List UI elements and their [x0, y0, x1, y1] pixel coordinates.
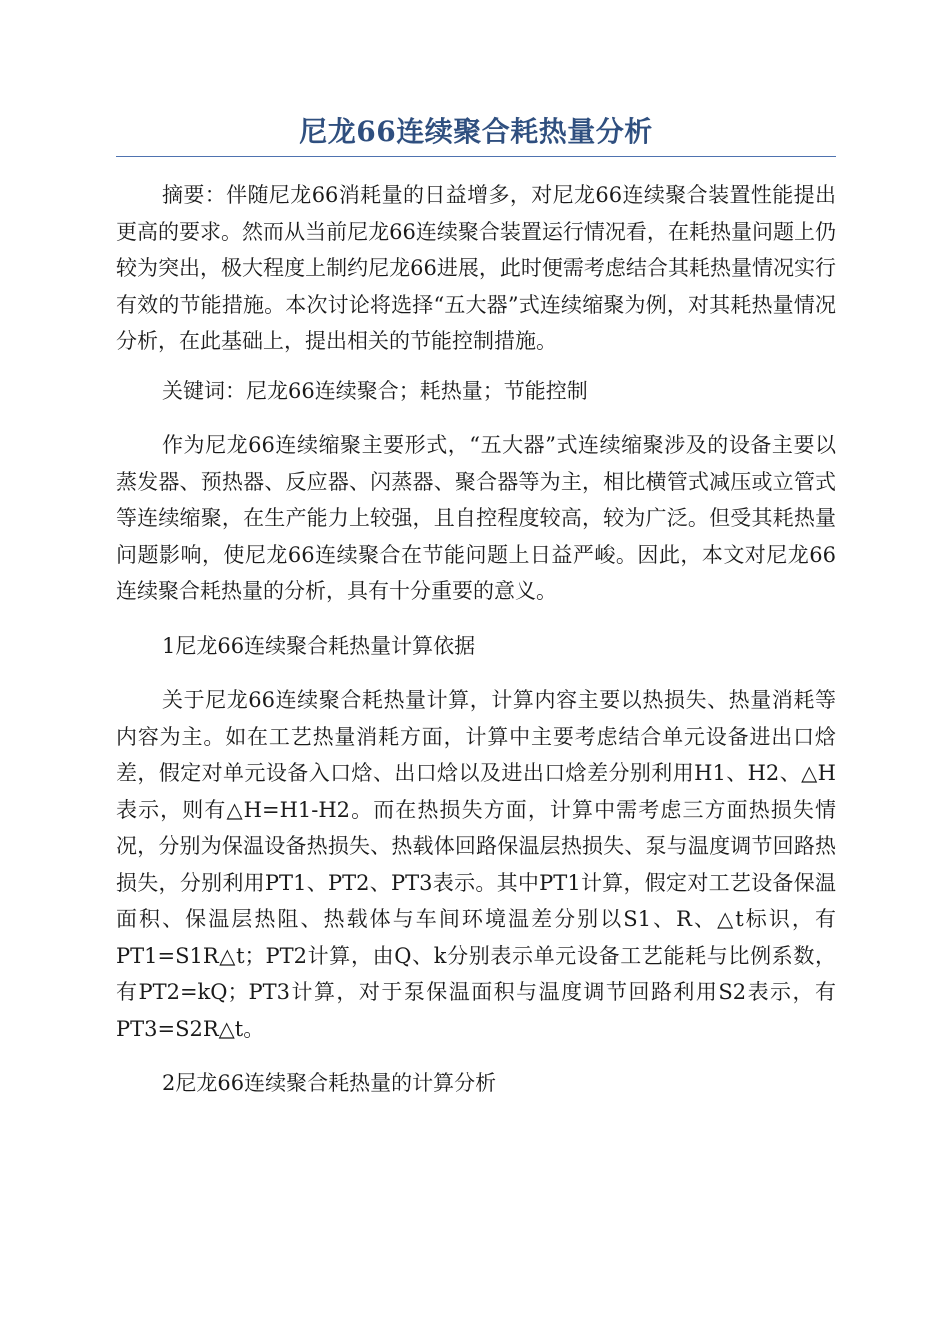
section-2-heading: 2尼龙66连续聚合耗热量的计算分析	[162, 1071, 497, 1095]
document-title: 尼龙66连续聚合耗热量分析	[299, 115, 653, 148]
section-1-body: 关于尼龙66连续聚合耗热量计算，计算内容主要以热损失、热量消耗等内容为主。如在工艺热量消耗方面，计算中主要考虑结合单元设备进出口焓差，假定对单元设备入口焓、出口焓以及进出口焓差分别利用H1、H2、△H表示，则有△H=H1-H2。而在热损失方面，计算中需考虑三方面热损失情况，分别为保温设备热损失、热载体回路保温层热损失、泵与温度调节回路热损失，分别利用PT1、PT2、PT3表示。其中PT1计算，假定对工艺设备保温面积、保温层热阻、热载体与车间环境温差分别以S1、R、△t标识，有PT1=S1R△t；PT2计算，由Q、k分别表示单元设备工艺能耗与比例系数，有PT2=kQ；PT3计算，对于泵保温面积与温度调节回路利用S2表示，有PT3=S2R△t。	[116, 688, 836, 1041]
intro-paragraph: 作为尼龙66连续缩聚主要形式，“五大器”式连续缩聚涉及的设备主要以蒸发器、预热器、反应器、闪蒸器、聚合器等为主，相比横管式减压或立管式等连续缩聚，在生产能力上较强，且自控程度较高，较为广泛。但受其耗热量问题影响，使尼龙66连续聚合在节能问题上日益严峻。因此，本文对尼龙66连续聚合耗热量的分析，具有十分重要的意义。	[116, 433, 836, 603]
document-page	[116, 112, 836, 1102]
keywords-paragraph: 关键词：尼龙66连续聚合；耗热量；节能控制	[162, 378, 588, 403]
section-1-heading: 1尼龙66连续聚合耗热量计算依据	[162, 633, 476, 658]
abstract-paragraph: 摘要：伴随尼龙66消耗量的日益增多，对尼龙66连续聚合装置性能提出更高的要求。然而从当前尼龙66连续聚合装置运行情况看，在耗热量问题上仍较为突出，极大程度上制约尼龙66进展，此时便需考虑结合其耗热量情况实行有效的节能措施。本次讨论将选择“五大器”式连续缩聚为例，对其耗热量情况分析，在此基础上，提出相关的节能控制措施。	[116, 183, 836, 353]
title-underline	[116, 156, 836, 157]
